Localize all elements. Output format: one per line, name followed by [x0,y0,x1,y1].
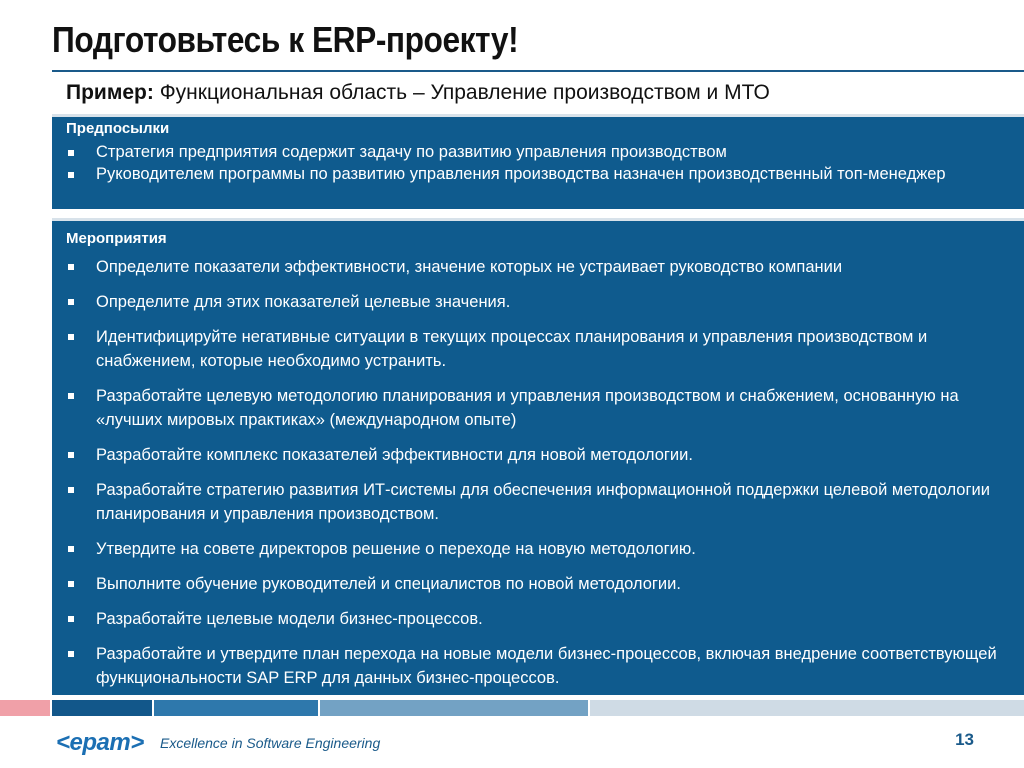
bullet-square-icon [68,581,74,587]
list-item-text: Определите для этих показателей целевые значения. [96,293,511,311]
list-item [60,537,1004,561]
bullet-square-icon [68,264,74,270]
list-item [60,384,1004,432]
list-item [60,572,1004,596]
footer-bar-segment [590,700,1024,716]
list-item [60,478,1004,526]
list-item-text: Выполните обучение руководителей и специалистов по новой методологии. [96,575,681,593]
example-label: Пример: [66,81,154,104]
bullet-square-icon [68,616,74,622]
actions-title: Мероприятия [66,230,167,247]
list-item-text: Разработайте стратегию развития ИТ-системы для обеспечения информационной поддержки целевой методологии планирования и управления производством. [96,481,990,523]
list-item-text: Руководителем программы по развитию управления производства назначен производственный топ-менеджер [96,165,946,183]
list-item-text: Идентифицируйте негативные ситуации в текущих процессах планирования и управления производством и снабжением, которые необходимо устранить. [96,328,928,370]
page-number: 13 [955,730,974,749]
list-item-text: Утвердите на совете директоров решение о переходе на новую методологию. [96,540,696,558]
prerequisites-list [60,141,1004,185]
example-text: Функциональная область – Управление производством и МТО [159,81,770,104]
bullet-square-icon [68,172,74,178]
bullet-square-icon [68,546,74,552]
list-item-text: Разработайте целевую методологию планирования и управления производством и снабжением, основанную на «лучших мировых практиках» (международном опыте) [96,387,959,429]
list-item [60,141,1004,163]
bullet-square-icon [68,393,74,399]
actions-panel [52,218,1024,695]
title-divider [52,70,1024,72]
bullet-square-icon [68,487,74,493]
list-item [60,255,1004,279]
list-item-text: Стратегия предприятия содержит задачу по развитию управления производством [96,143,727,161]
bullet-square-icon [68,334,74,340]
bullet-square-icon [68,150,74,156]
footer-bar-segment [0,700,50,716]
list-item-text: Разработайте и утвердите план перехода на новые модели бизнес-процессов, включая внедрение соответствующей функциональности SAP ERP для данных бизнес-процессов. [96,645,997,687]
prerequisites-panel [52,114,1024,209]
list-item [60,163,1004,185]
list-item [60,290,1004,314]
list-item [60,642,1004,690]
footer-tagline: Excellence in Software Engineering [160,735,381,751]
list-item [60,325,1004,373]
list-item [60,443,1004,467]
example-line [66,78,770,108]
footer-bar-segment [52,700,152,716]
epam-logo: <epam> [56,729,144,756]
list-item-text: Разработайте комплекс показателей эффективности для новой методологии. [96,446,693,464]
bullet-square-icon [68,452,74,458]
bullet-square-icon [68,299,74,305]
list-item [60,607,1004,631]
footer-bar-segment [320,700,588,716]
actions-list [60,255,1004,701]
list-item-text: Разработайте целевые модели бизнес-процессов. [96,610,483,628]
list-item-text: Определите показатели эффективности, значение которых не устраивает руководство компании [96,258,843,276]
bullet-square-icon [68,651,74,657]
slide-title: Подготовьтесь к ERP-проекту! [52,19,519,60]
prerequisites-title: Предпосылки [66,120,170,137]
footer-bar-segment [154,700,318,716]
